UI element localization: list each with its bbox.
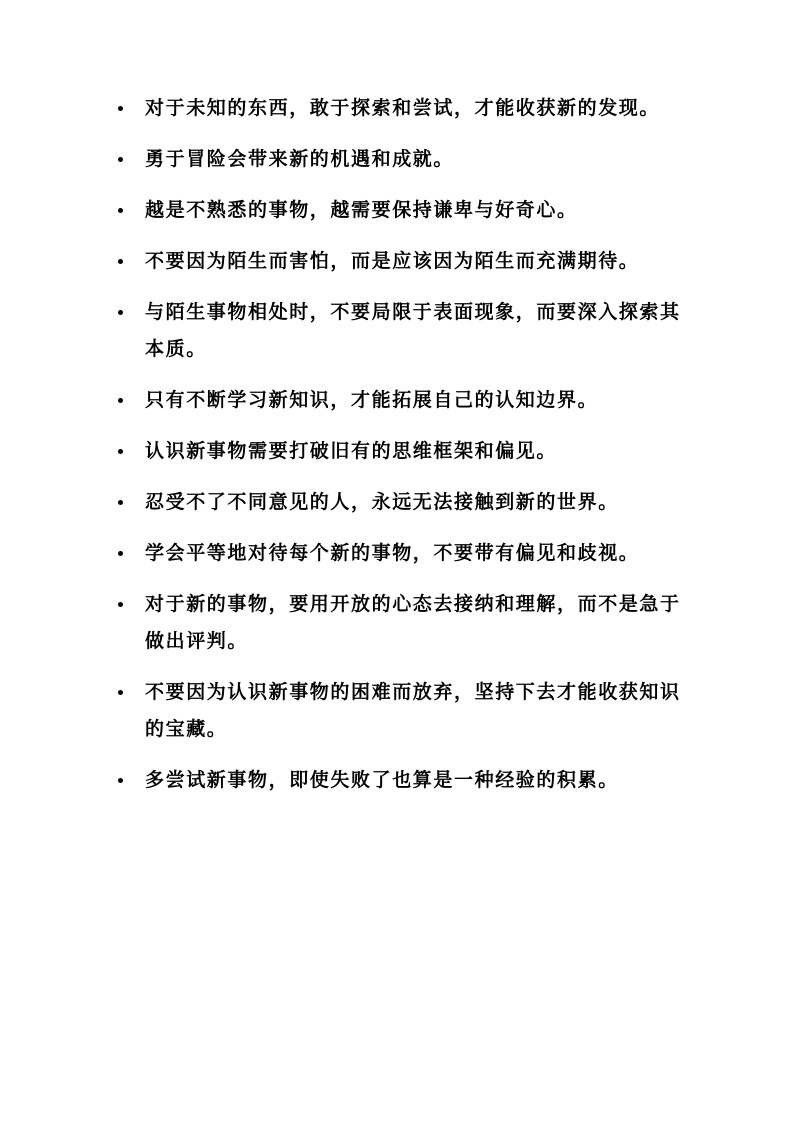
list-item-text: 越是不熟悉的事物，越需要保持谦卑与好奇心。	[145, 199, 578, 221]
list-item-text: 不要因为陌生而害怕，而是应该因为陌生而充满期待。	[145, 250, 640, 272]
bullet-dot-icon	[118, 449, 123, 454]
list-item-text: 忍受不了不同意见的人，永远无法接触到新的世界。	[145, 491, 619, 513]
list-item-text: 与陌生事物相处时，不要局限于表面现象，而要深入探索其本质。	[145, 301, 681, 360]
list-item	[0, 586, 800, 660]
list-item	[0, 243, 800, 280]
list-item	[0, 141, 800, 178]
list-item-text: 认识新事物需要打破旧有的思维框架和偏见。	[145, 440, 558, 462]
bullet-dot-icon	[118, 106, 123, 111]
bullet-dot-icon	[118, 551, 123, 556]
list-item	[0, 535, 800, 572]
list-item-text: 对于未知的东西，敢于探索和尝试，才能收获新的发现。	[145, 97, 661, 119]
list-item	[0, 674, 800, 748]
bullet-dot-icon	[118, 500, 123, 505]
list-item-text: 不要因为认识新事物的困难而放弃，坚持下去才能收获知识的宝藏。	[145, 681, 681, 740]
list-item	[0, 294, 800, 368]
list-item	[0, 382, 800, 419]
bullet-list	[0, 90, 800, 813]
bullet-dot-icon	[118, 778, 123, 783]
list-item-text: 多尝试新事物，即使失败了也算是一种经验的积累。	[145, 769, 619, 791]
bullet-dot-icon	[118, 310, 123, 315]
list-item	[0, 484, 800, 521]
bullet-dot-icon	[118, 690, 123, 695]
list-item-text: 学会平等地对待每个新的事物，不要带有偏见和歧视。	[145, 542, 640, 564]
list-item	[0, 762, 800, 799]
list-item	[0, 90, 800, 127]
list-item-text: 只有不断学习新知识，才能拓展自己的认知边界。	[145, 389, 599, 411]
bullet-dot-icon	[118, 208, 123, 213]
bullet-dot-icon	[118, 398, 123, 403]
bullet-dot-icon	[118, 259, 123, 264]
list-item-text: 对于新的事物，要用开放的心态去接纳和理解，而不是急于做出评判。	[145, 593, 681, 652]
list-item	[0, 192, 800, 229]
list-item	[0, 433, 800, 470]
bullet-dot-icon	[118, 602, 123, 607]
bullet-dot-icon	[118, 157, 123, 162]
list-item-text: 勇于冒险会带来新的机遇和成就。	[145, 148, 455, 170]
